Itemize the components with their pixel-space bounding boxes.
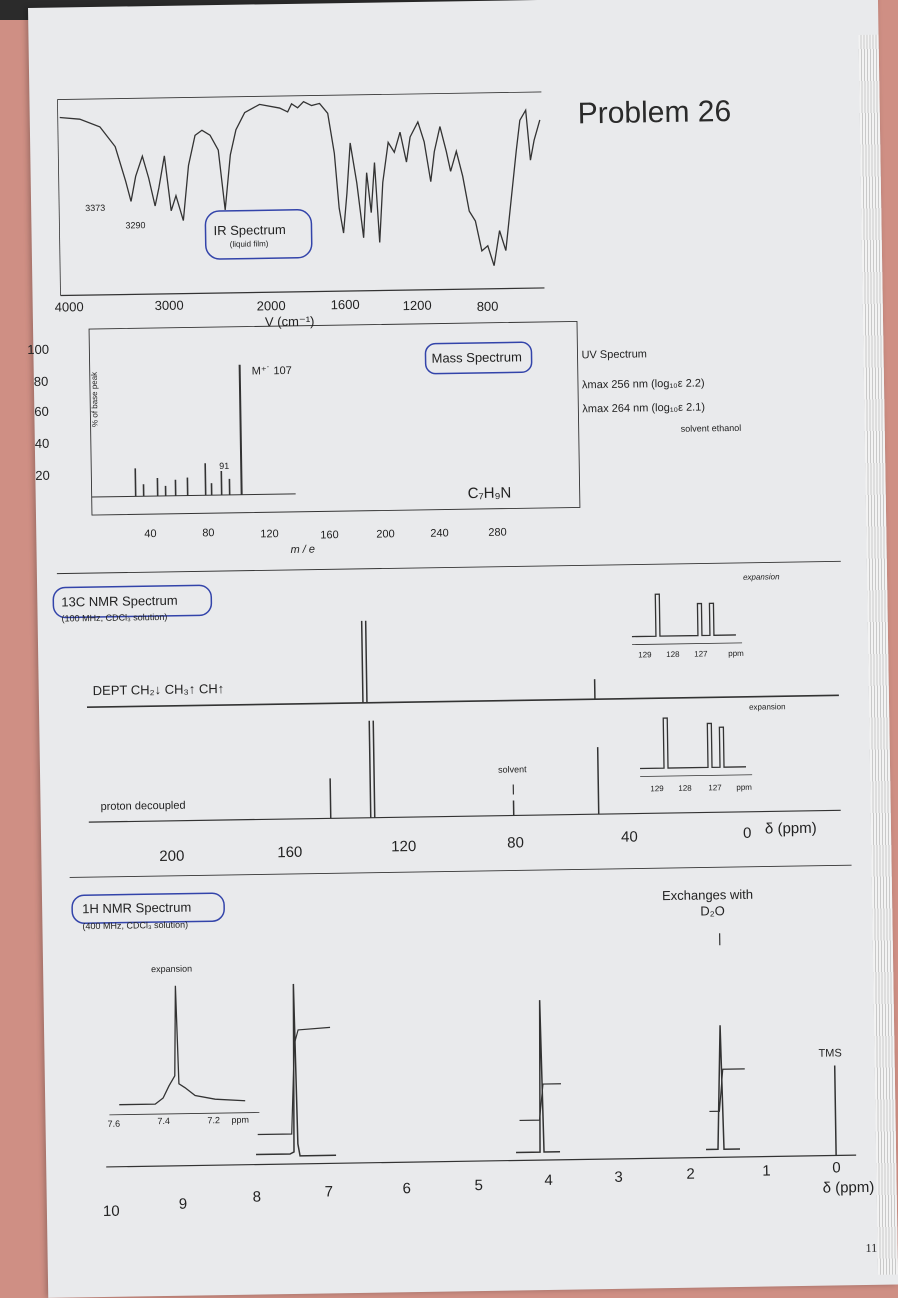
h1-expansion-trace bbox=[117, 985, 245, 1105]
ms-y-tick-20: 20 bbox=[35, 468, 50, 483]
h1-label: 1H NMR Spectrum bbox=[82, 900, 191, 917]
ir-x-axis-label: V (cm⁻¹) bbox=[265, 314, 315, 331]
h1-tick-9: 9 bbox=[179, 1196, 188, 1213]
ir-label: IR Spectrum bbox=[213, 222, 285, 238]
h1-tick-6: 6 bbox=[402, 1180, 411, 1197]
c13-expansion-tick-ppm: ppm bbox=[728, 649, 744, 658]
ir-peak-label-1: 3373 bbox=[85, 203, 105, 213]
h1-tick-8: 8 bbox=[253, 1188, 262, 1205]
h1-x-axis-label: δ (ppm) bbox=[823, 1179, 875, 1197]
h1-expansion-label: expansion bbox=[151, 964, 192, 975]
ir-tick-4000: 4000 bbox=[55, 299, 84, 314]
ir-tick-2000: 2000 bbox=[257, 298, 286, 313]
ms-formula: C₇H₉N bbox=[468, 484, 512, 502]
c13-dept-expansion bbox=[631, 593, 736, 637]
uv-line-1: λmax 256 nm (log₁₀ε 2.2) bbox=[582, 377, 705, 391]
c13-expansion-label-2: expansion bbox=[749, 702, 786, 712]
h1-top-border bbox=[70, 865, 852, 877]
ms-x-tick-200: 200 bbox=[376, 528, 395, 540]
h1-tick-2: 2 bbox=[686, 1166, 695, 1183]
ir-baseline bbox=[61, 288, 545, 296]
c13-expansion-tick-128: 128 bbox=[666, 650, 679, 659]
c13-expansion-label-1: expansion bbox=[743, 572, 780, 582]
c13-top-border bbox=[57, 561, 841, 573]
ms-y-tick-100: 100 bbox=[27, 342, 49, 357]
proton-decoupled-label: proton decoupled bbox=[100, 800, 185, 813]
c13-expansion2-tick-128: 128 bbox=[678, 784, 691, 793]
ms-y-axis-label: % of base peak bbox=[90, 372, 100, 427]
ms-axis bbox=[92, 494, 296, 497]
ms-label: Mass Spectrum bbox=[431, 349, 522, 365]
c13-label: 13C NMR Spectrum bbox=[61, 593, 178, 610]
c13-expansion2-tick-127: 127 bbox=[708, 783, 721, 792]
h1-tms-label: TMS bbox=[818, 1047, 841, 1059]
ms-fragment-label: 91 bbox=[219, 461, 229, 471]
dept-baseline bbox=[87, 695, 839, 707]
c13-tick-0: 0 bbox=[743, 825, 752, 842]
h1-tick-10: 10 bbox=[103, 1203, 120, 1220]
h1-peak-nh bbox=[704, 1025, 740, 1150]
ir-top-border bbox=[57, 92, 541, 100]
c13-expansion2-tick-129: 129 bbox=[650, 784, 663, 793]
ir-left-border bbox=[57, 100, 60, 296]
ms-x-axis-label: m / e bbox=[290, 544, 315, 556]
c13-sublabel: (100 MHz, CDCl₃ solution) bbox=[62, 612, 168, 624]
problem-title: Problem 26 bbox=[577, 95, 731, 131]
page-number: 11 bbox=[865, 1241, 877, 1256]
uv-label: UV Spectrum bbox=[581, 348, 647, 361]
ms-y-tick-80: 80 bbox=[34, 374, 49, 389]
dept-peaks bbox=[362, 617, 595, 703]
ms-x-tick-40: 40 bbox=[144, 528, 156, 540]
c13-tick-120: 120 bbox=[391, 838, 416, 855]
h1-integral-nh bbox=[709, 1069, 746, 1112]
ms-molecular-ion-label: M⁺˙ 107 bbox=[252, 364, 292, 378]
h1-exchange-note-2: D₂O bbox=[700, 903, 725, 918]
c13-axis bbox=[89, 810, 841, 822]
spectra-artwork bbox=[28, 0, 898, 1298]
dept-label: DEPT CH₂↓ CH₃↑ CH↑ bbox=[93, 681, 225, 698]
ms-peaks bbox=[134, 365, 242, 497]
c13-x-axis-label: δ (ppm) bbox=[765, 820, 817, 838]
h1-exchange-note-1: Exchanges with bbox=[662, 887, 753, 903]
ir-tick-800: 800 bbox=[477, 299, 499, 314]
h1-tick-1: 1 bbox=[762, 1162, 771, 1179]
c13-tick-200: 200 bbox=[159, 848, 184, 865]
ms-x-tick-120: 120 bbox=[260, 528, 279, 540]
h1-expansion-tick-ppm: ppm bbox=[231, 1115, 249, 1125]
h1-tick-3: 3 bbox=[614, 1169, 623, 1186]
ir-sublabel: (liquid film) bbox=[230, 239, 269, 249]
c13-decoupled-expansion bbox=[639, 717, 752, 777]
c13-expansion-axis bbox=[632, 643, 742, 645]
c13-expansion2-tick-ppm: ppm bbox=[736, 783, 752, 792]
ms-x-tick-240: 240 bbox=[430, 527, 449, 539]
c13-tick-80: 80 bbox=[507, 834, 524, 851]
ir-tick-1600: 1600 bbox=[331, 297, 360, 312]
textbook-page bbox=[28, 0, 898, 1298]
h1-peak-3.8 bbox=[514, 1000, 560, 1153]
c13-tick-40: 40 bbox=[621, 829, 638, 846]
ms-x-tick-280: 280 bbox=[488, 527, 507, 539]
ms-y-tick-60: 60 bbox=[34, 404, 49, 419]
h1-tick-4: 4 bbox=[544, 1172, 553, 1189]
c13-tick-160: 160 bbox=[277, 844, 302, 861]
h1-expansion-tick-7.4: 7.4 bbox=[157, 1116, 170, 1126]
c13-peaks bbox=[329, 717, 598, 818]
ms-x-tick-160: 160 bbox=[320, 529, 339, 541]
h1-axis bbox=[106, 1155, 856, 1167]
c13-solvent-label: solvent bbox=[498, 764, 527, 774]
h1-tick-0: 0 bbox=[832, 1159, 841, 1176]
h1-aromatic-peak bbox=[253, 983, 336, 1156]
h1-expansion-tick-7.6: 7.6 bbox=[107, 1119, 120, 1129]
ir-peak-label-2: 3290 bbox=[125, 220, 145, 230]
uv-line-2: λmax 264 nm (log₁₀ε 2.1) bbox=[582, 401, 705, 415]
h1-expansion-tick-7.2: 7.2 bbox=[207, 1115, 220, 1125]
ms-x-tick-80: 80 bbox=[202, 527, 214, 539]
c13-expansion-tick-127: 127 bbox=[694, 649, 707, 658]
ir-trace bbox=[60, 98, 543, 273]
ms-y-tick-40: 40 bbox=[35, 436, 50, 451]
h1-tick-5: 5 bbox=[474, 1177, 483, 1194]
ir-tick-1200: 1200 bbox=[403, 298, 432, 313]
c13-expansion-tick-129: 129 bbox=[638, 650, 651, 659]
ir-tick-3000: 3000 bbox=[155, 298, 184, 313]
h1-sublabel: (400 MHz, CDCl₃ solution) bbox=[82, 920, 188, 932]
h1-tick-7: 7 bbox=[325, 1183, 334, 1200]
h1-tms-peak bbox=[835, 1065, 836, 1155]
uv-solvent: solvent ethanol bbox=[681, 423, 742, 434]
